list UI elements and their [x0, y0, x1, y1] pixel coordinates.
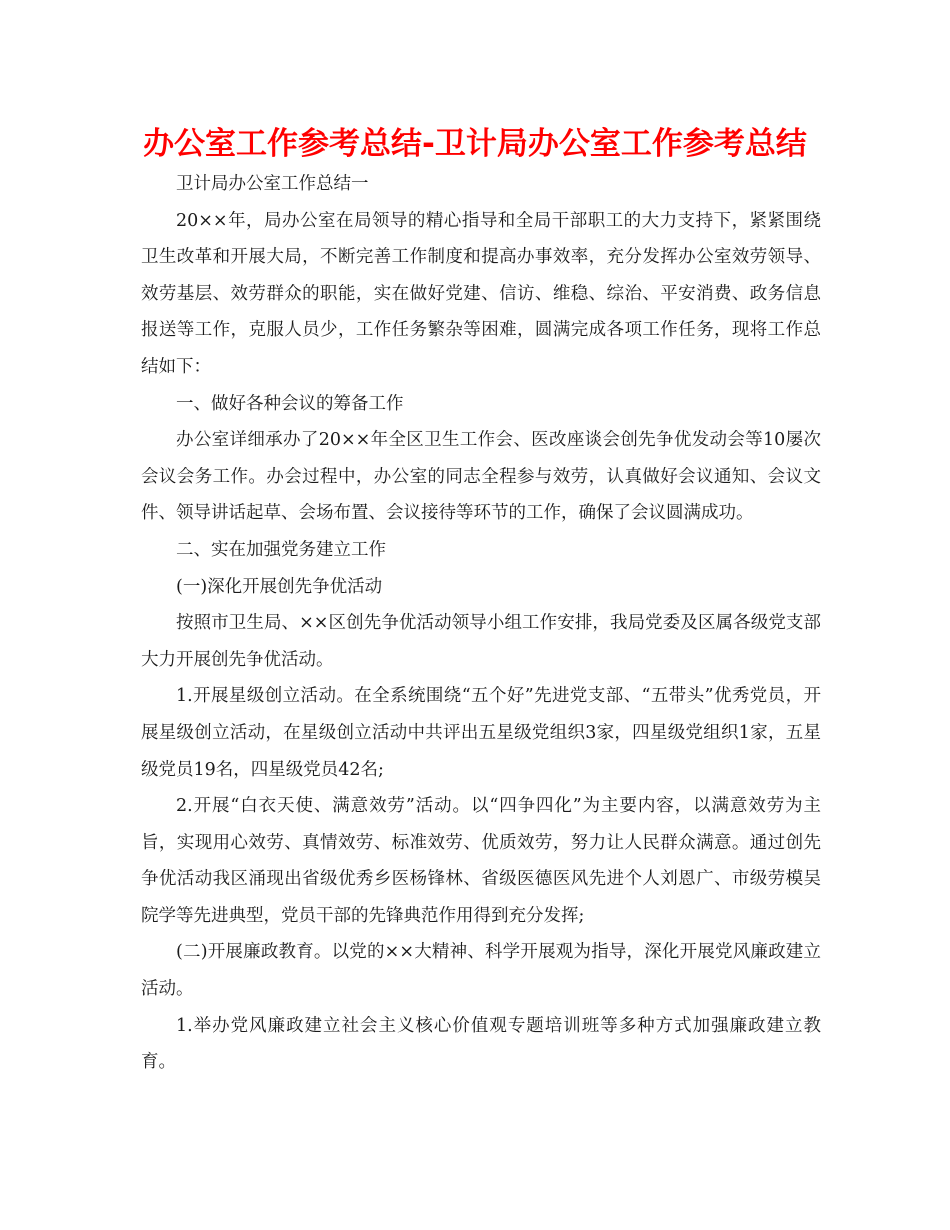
subsection-heading: (一)深化开展创先争优活动	[176, 576, 383, 597]
paragraph: 办公室详细承办了20××年全区卫生工作会、医改座谈会创先争优发动会等10屡次会议会务工作。办会过程中，办公室的同志全程参与效劳，认真做好会议通知、会议文件、领导讲话起草、会场布置、会议接待等环节的工作，确保了会议圆满成功。	[141, 430, 821, 524]
list-item: 2.开展“白衣天使、满意效劳”活动。以“四争四化”为主要内容，以满意效劳为主旨，实现用心效劳、真情效劳、标准效劳、优质效劳，努力让人民群众满意。通过创先争优活动我区涌现出省级优秀乡医杨锋林、省级医德医风先进个人刘恩广、市级劳模吴院学等先进典型，党员干部的先锋典范作用得到充分发挥;	[141, 796, 821, 926]
list-item: 1.举办党风廉政建立社会主义核心价值观专题培训班等多种方式加强廉政建立教育。	[141, 1015, 821, 1073]
list-item: 1.开展星级创立活动。在全系统围绕“五个好”先进党支部、“五带头”优秀党员，开展星级创立活动，在星级创立活动中共评出五星级党组织3家，四星级党组织1家，五星级党员19名，四星级党员42名;	[141, 686, 821, 780]
document-title: 办公室工作参考总结-卫计局办公室工作参考总结	[143, 126, 807, 162]
document-body	[141, 166, 821, 1081]
section-heading: 卫计局办公室工作总结一	[176, 174, 369, 194]
section-heading: 二、实在加强党务建立工作	[176, 539, 386, 560]
section-heading: 一、做好各种会议的筹备工作	[176, 393, 404, 414]
paragraph: 按照市卫生局、××区创先争优活动领导小组工作安排，我局党委及区属各级党支部大力开展创先争优活动。	[141, 613, 821, 670]
paragraph: 20××年，局办公室在局领导的精心指导和全局干部职工的大力支持下，紧紧围绕卫生改革和开展大局，不断完善工作制度和提高办事效率，充分发挥办公室效劳领导、效劳基层、效劳群众的职能，实在做好党建、信访、维稳、综治、平安消费、政务信息报送等工作，克服人员少，工作任务繁杂等困难，圆满完成各项工作任务，现将工作总结如下：	[141, 210, 821, 377]
subsection-paragraph: (二)开展廉政教育。以党的××大精神、科学开展观为指导，深化开展党风廉政建立活动。	[141, 942, 821, 1000]
